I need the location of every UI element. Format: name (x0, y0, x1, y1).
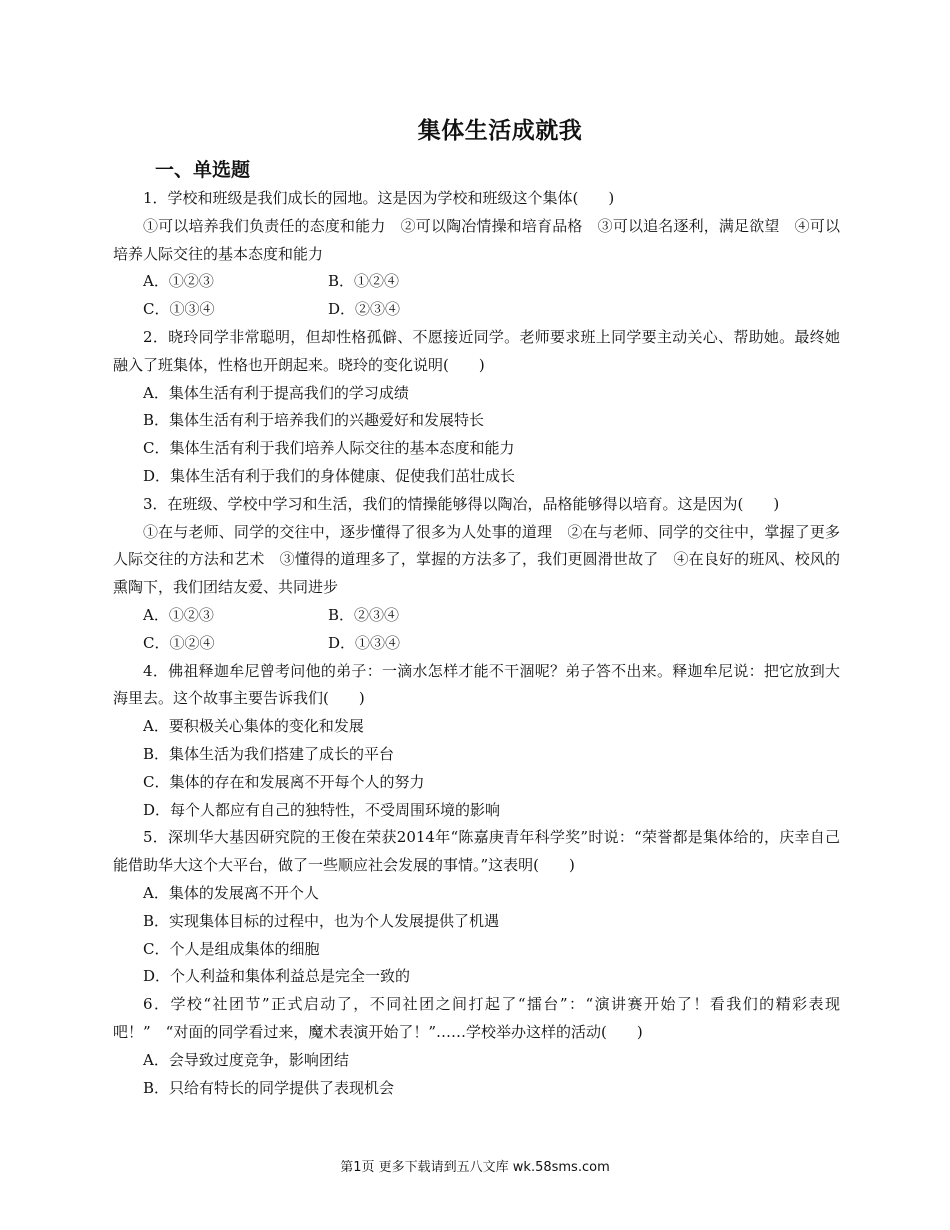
question-2-option-b[interactable]: B．集体生活有利于培养我们的兴趣爱好和发展特长 (143, 411, 485, 430)
question-3-options-row-2 (113, 630, 840, 658)
question-3-option-c[interactable]: C．①②④ (143, 633, 215, 652)
question-4-stem: 4．佛祖释迦牟尼曾考问他的弟子：一滴水怎样才能不干涸呢？弟子答不出来。释迦牟尼说：把它放到大海里去。这个故事主要告诉我们( ) (113, 661, 840, 708)
question-3-option-b[interactable]: B．②③④ (328, 605, 400, 624)
question-1-option-c[interactable]: C．①③④ (143, 300, 215, 319)
section-heading: 一、单选题 (155, 159, 251, 181)
question-5-option-b[interactable]: B．实现集体目标的过程中，也为个人发展提供了机遇 (143, 911, 500, 930)
question-6-stem: 6．学校“社团节”正式启动了，不同社团之间打起了“擂台”：“演讲赛开始了！看我们的精彩表现吧！” “对面的同学看过来，魔术表演开始了！”……学校举办这样的活动( ) (113, 995, 840, 1041)
question-1-statements: ①可以培养我们负责任的态度和能力 ②可以陶冶情操和培育品格 ③可以追名逐利，满足欲望 ④可以培养人际交往的基本态度和能力 (113, 216, 840, 263)
question-1-option-b[interactable]: B．①②④ (328, 272, 400, 291)
question-1-option-a[interactable]: A．①②③ (143, 272, 214, 291)
question-2-option-d[interactable]: D．集体生活有利于我们的身体健康、促使我们茁壮成长 (143, 466, 516, 485)
question-2-option-c[interactable]: C．集体生活有利于我们培养人际交往的基本态度和能力 (143, 439, 515, 458)
question-1-options-row-2 (113, 296, 840, 324)
question-3-statements: ①在与老师、同学的交往中，逐步懂得了很多为人处事的道理 ②在与老师、同学的交往中，掌握了更多人际交往的方法和艺术 ③懂得的道理多了，掌握的方法多了，我们更圆滑世故了 ④在良好的班风、校风的熏陶下，我们团结友爱、共同进步 (113, 522, 840, 597)
question-2-stem: 2．晓玲同学非常聪明，但却性格孤僻、不愿接近同学。老师要求班上同学要主动关心、帮助她。最终她融入了班集体，性格也开朗起来。晓玲的变化说明( ) (113, 327, 840, 374)
question-1-stem: 1．学校和班级是我们成长的园地。这是因为学校和班级这个集体( ) (143, 189, 615, 207)
question-1-option-d[interactable]: D．②③④ (328, 300, 401, 319)
question-5-option-c[interactable]: C．个人是组成集体的细胞 (143, 939, 320, 958)
question-6-option-a[interactable]: A．会导致过度竞争，影响团结 (143, 1050, 349, 1069)
question-4-option-a[interactable]: A．要积极关心集体的变化和发展 (143, 717, 364, 736)
question-3-option-d[interactable]: D．①③④ (328, 633, 401, 652)
question-3-stem: 3．在班级、学校中学习和生活，我们的情操能够得以陶冶，品格能够得以培育。这是因为( ) (143, 494, 780, 513)
question-3-options-row-1 (113, 602, 840, 630)
question-2-option-a[interactable]: A．集体生活有利于提高我们的学习成绩 (143, 383, 409, 402)
question-4-option-b[interactable]: B．集体生活为我们搭建了成长的平台 (143, 744, 395, 763)
question-4-option-d[interactable]: D．每个人都应有自己的独特性，不受周围环境的影响 (143, 800, 501, 819)
question-4-option-c[interactable]: C．集体的存在和发展离不开每个人的努力 (143, 772, 425, 791)
question-3-option-a[interactable]: A．①②③ (143, 605, 214, 624)
page-footer: 第1页 更多下载请到五八文库 wk.58sms.com (340, 1160, 610, 1175)
question-5-option-d[interactable]: D．个人利益和集体利益总是完全一致的 (143, 967, 411, 986)
question-5-stem: 5．深圳华大基因研究院的王俊在荣获2014年“陈嘉庚青年科学奖”时说：“荣誉都是集体给的，庆幸自己能借助华大这个大平台，做了一些顺应社会发展的事情。”这表明( ) (113, 828, 840, 875)
question-5-option-a[interactable]: A．集体的发展离不开个人 (143, 883, 319, 902)
question-6-option-b[interactable]: B．只给有特长的同学提供了表现机会 (143, 1078, 395, 1097)
question-list (113, 185, 840, 1102)
question-1-options-row-1 (113, 268, 840, 296)
page-title: 集体生活成就我 (417, 118, 583, 144)
